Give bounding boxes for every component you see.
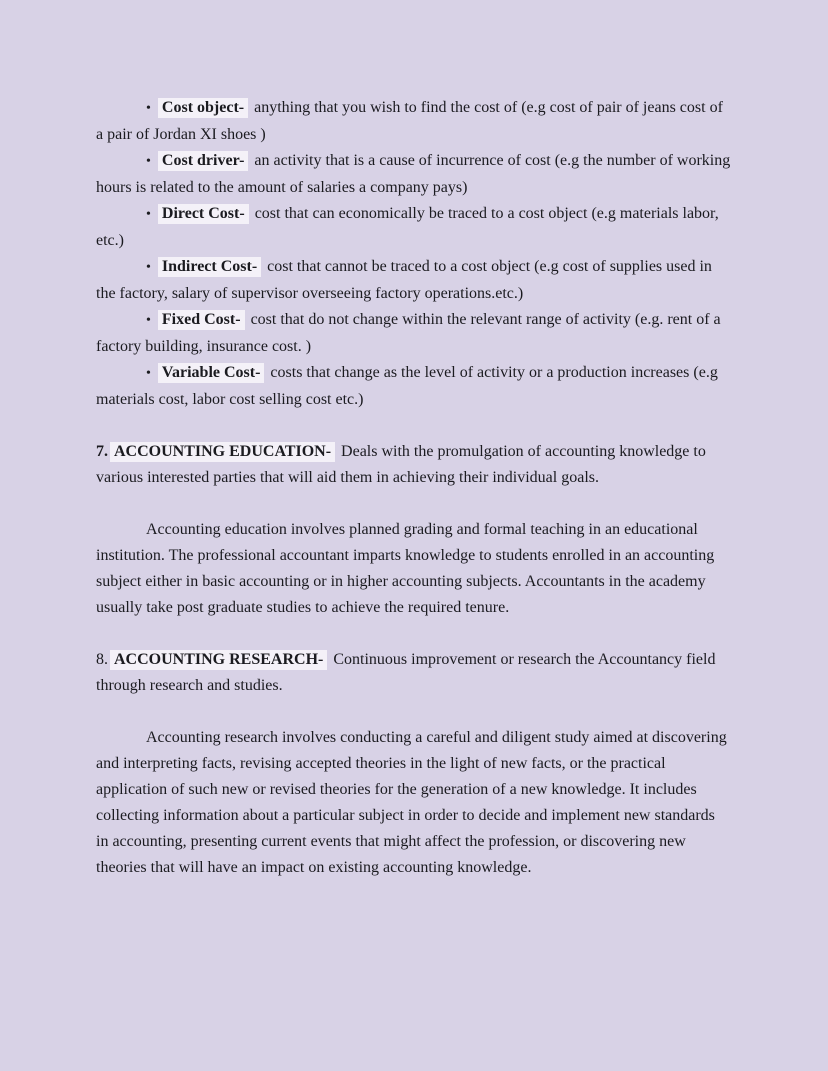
definition-text: an activity that is a cause of incurrence of cost (e.g the number of working hours is related to the amount of salaries a company pays)	[96, 152, 731, 196]
bullet-icon: •	[146, 366, 151, 381]
section-number: 8.	[96, 651, 108, 668]
section-heading-7	[96, 439, 731, 491]
bullet-icon: •	[146, 154, 151, 169]
definition-item	[96, 307, 731, 360]
definition-item	[96, 95, 731, 148]
definition-text: cost that can economically be traced to a cost object (e.g materials labor, etc.)	[96, 205, 719, 249]
definition-text: cost that cannot be traced to a cost object (e.g cost of supplies used in the factory, salary of supervisor overseeing factory operations.etc.)	[96, 258, 712, 302]
definition-term: Cost object-	[158, 98, 248, 118]
section-lead: Continuous improvement or research the Accountancy field through research and studies.	[96, 651, 716, 694]
definition-term: Fixed Cost-	[158, 310, 245, 330]
section-title: ACCOUNTING RESEARCH-	[110, 650, 327, 670]
bullet-icon: •	[146, 260, 151, 275]
definition-item	[96, 360, 731, 413]
definition-text: cost that do not change within the relevant range of activity (e.g. rent of a factory building, insurance cost. )	[96, 311, 721, 355]
definition-term: Direct Cost-	[158, 204, 249, 224]
definition-item	[96, 254, 731, 307]
section-paragraph: Accounting education involves planned grading and formal teaching in an educational institution. The professional accountant imparts knowledge to students enrolled in an accounting subject either in basic accounting or in higher accounting subjects. Accountants in the academy usually take post graduate studies to achieve the required tenure.	[96, 521, 715, 616]
section-lead: Deals with the promulgation of accounting knowledge to various interested parties that will aid them in achieving their individual goals.	[96, 443, 706, 486]
definition-text: costs that change as the level of activity or a production increases (e.g materials cost, labor cost selling cost etc.)	[96, 364, 718, 408]
definition-term: Indirect Cost-	[158, 257, 261, 277]
definition-text: anything that you wish to find the cost of (e.g cost of pair of jeans cost of a pair of Jordan XI shoes )	[96, 99, 723, 143]
definition-item	[96, 148, 731, 201]
definition-term: Cost driver-	[158, 151, 249, 171]
section-number: 7.	[96, 443, 108, 460]
definition-item	[96, 201, 731, 254]
section-title: ACCOUNTING EDUCATION-	[110, 442, 335, 462]
section-paragraph: Accounting research involves conducting a careful and diligent study aimed at discovering and interpreting facts, revising accepted theories in the light of new facts, or the practical application of such new or revised theories for the generation of a new knowledge. It includes collecting information about a particular subject in order to decide and implement new standards in accounting, presenting current events that might affect the profession, or discovering new theories that will have an impact on existing accounting knowledge.	[96, 729, 727, 876]
bullet-icon: •	[146, 101, 151, 116]
section-heading-8	[96, 647, 731, 699]
bullet-icon: •	[146, 313, 151, 328]
definition-term: Variable Cost-	[158, 363, 265, 383]
bullet-icon: •	[146, 207, 151, 222]
